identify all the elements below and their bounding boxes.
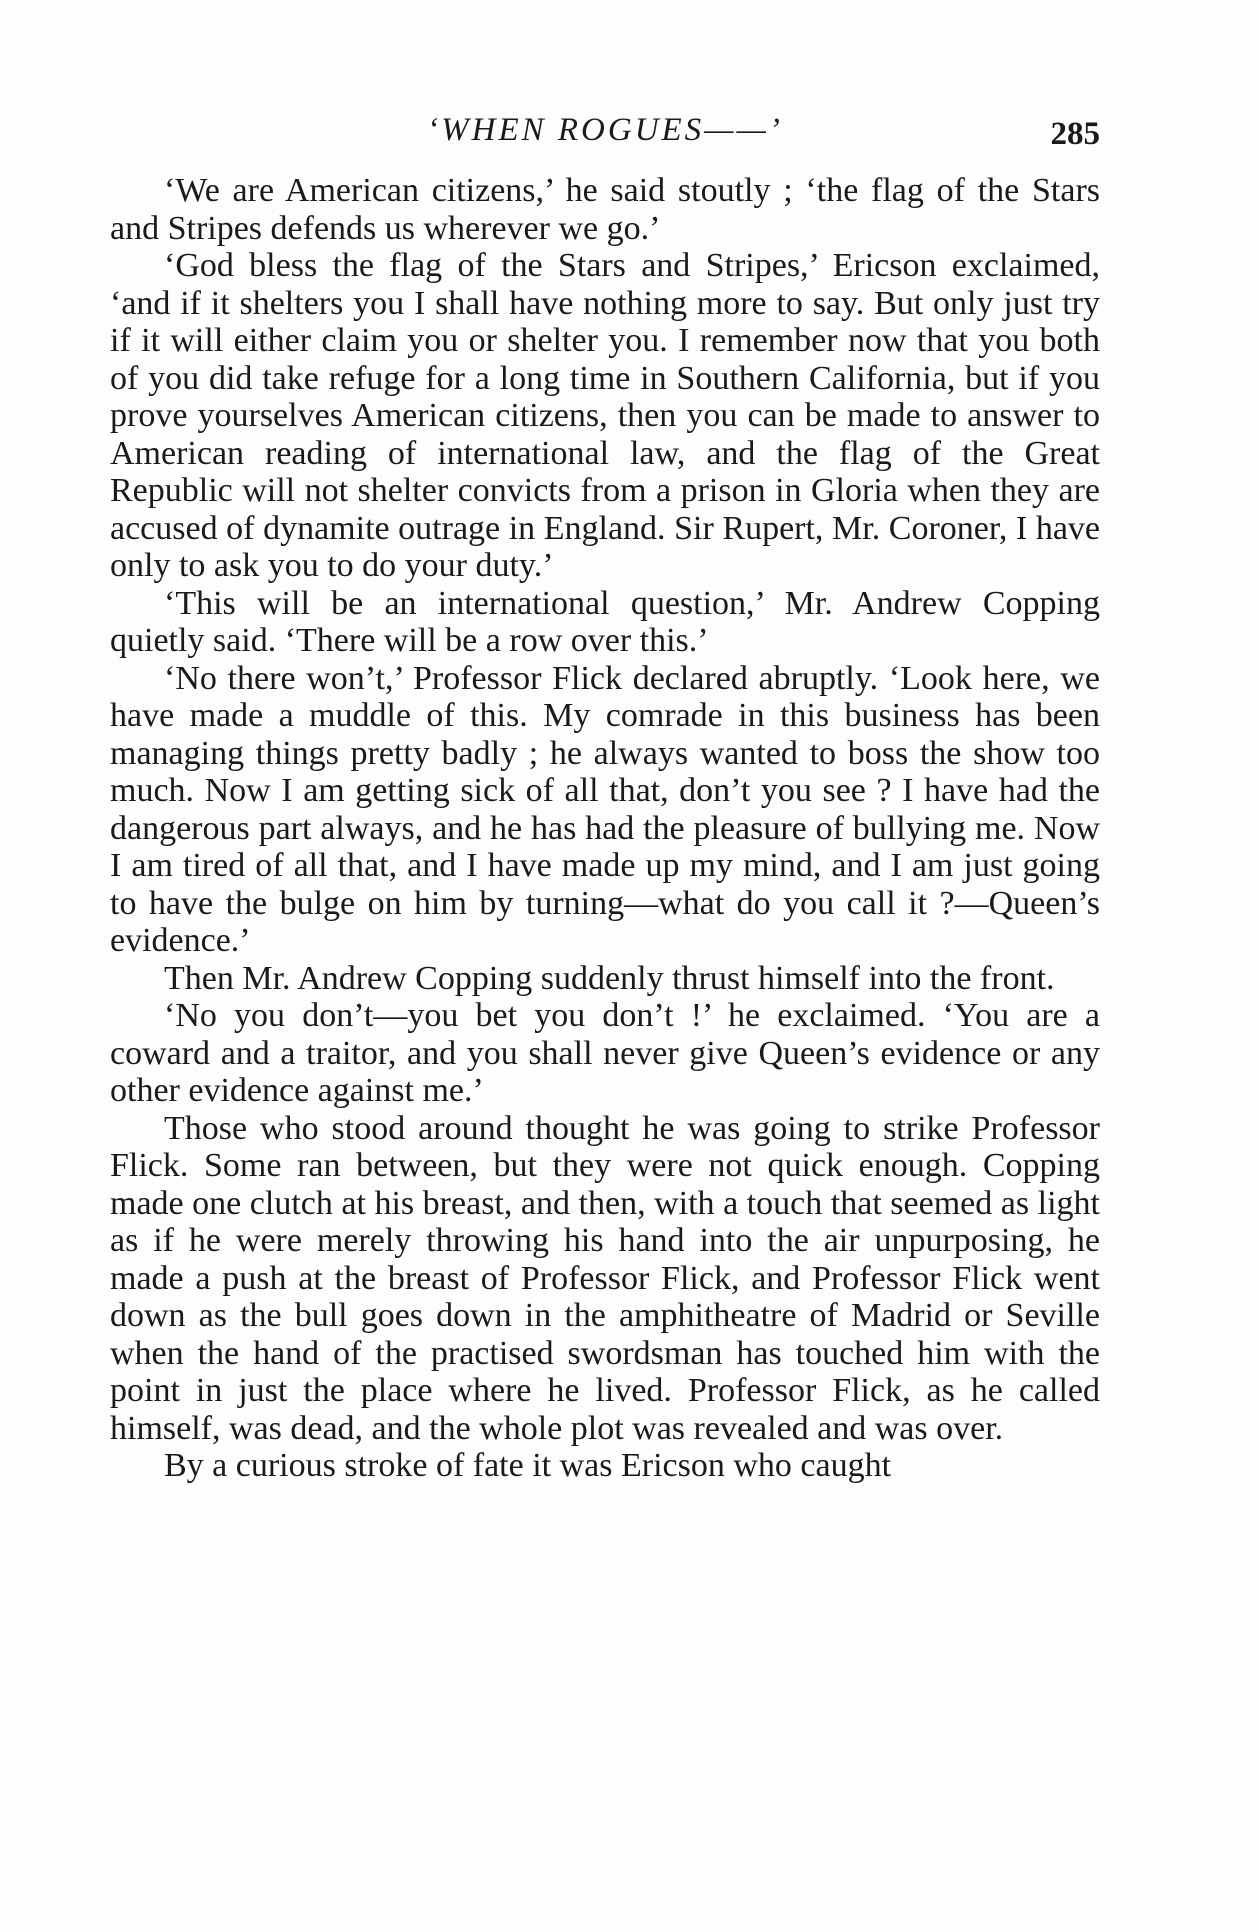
paragraph-7: Those who stood around thought he was going to strike Professor Flick. Some ran between, but they were not quick enough. Copping made one clutch at his breast, and then, with a touch that seemed as light as if he were merely throwing his hand into the air unpurposing, he made a push at the breast of Professor Flick, and Professor Flick went down as the bull goes down in the amphitheatre of Madrid or Seville when the hand of the practised swordsman has touched him with the point in just the place where he lived. Professor Flick, as he called himself, was dead, and the whole plot was revealed and was over. xyxy=(110,1109,1100,1447)
body-text xyxy=(110,172,1100,1485)
paragraph-1: ‘We are American citizens,’ he said stoutly ; ‘the flag of the Stars and Stripes defends us wherever we go.’ xyxy=(110,172,1100,247)
paragraph-2: ‘God bless the flag of the Stars and Stripes,’ Ericson exclaimed, ‘and if it shelters you I shall have nothing more to say. But only just try if it will either claim you or shelter you. I remember now that you both of you did take refuge for a long time in Southern California, but if you prove yourselves American citizens, then you can be made to answer to American reading of international law, and the flag of the Great Republic will not shelter convicts from a prison in Gloria when they are accused of dynamite outrage in England. Sir Rupert, Mr. Coroner, I have only to ask you to do your duty.’ xyxy=(110,247,1100,584)
paragraph-3: ‘This will be an international question,’ Mr. Andrew Copping quietly said. ‘There will be a row over this.’ xyxy=(110,584,1100,659)
paragraph-5: Then Mr. Andrew Copping suddenly thrust himself into the front. xyxy=(164,959,1055,997)
paragraph-8: By a curious stroke of fate it was Ericson who caught xyxy=(164,1447,892,1484)
paragraph-6: ‘No you don’t—you bet you don’t !’ he exclaimed. ‘You are a coward and a traitor, and you shall never give Queen’s evidence or any other evidence against me.’ xyxy=(110,997,1100,1109)
paragraph-4: ‘No there won’t,’ Professor Flick declared abruptly. ‘Look here, we have made a muddle of this. My comrade in this business has been managing things pretty badly ; he always wanted to boss the show too much. Now I am getting sick of all that, don’t you see ? I have had the dangerous part always, and he has had the pleasure of bullying me. Now I am tired of all that, and I have made up my mind, and I am just going to have the bulge on him by turning—what do you call it ?—Queen’s evidence.’ xyxy=(110,659,1100,959)
page-number: 285 xyxy=(1050,116,1100,152)
running-title: ‘WHEN ROGUES——’ xyxy=(427,112,783,148)
running-head xyxy=(110,112,1100,162)
